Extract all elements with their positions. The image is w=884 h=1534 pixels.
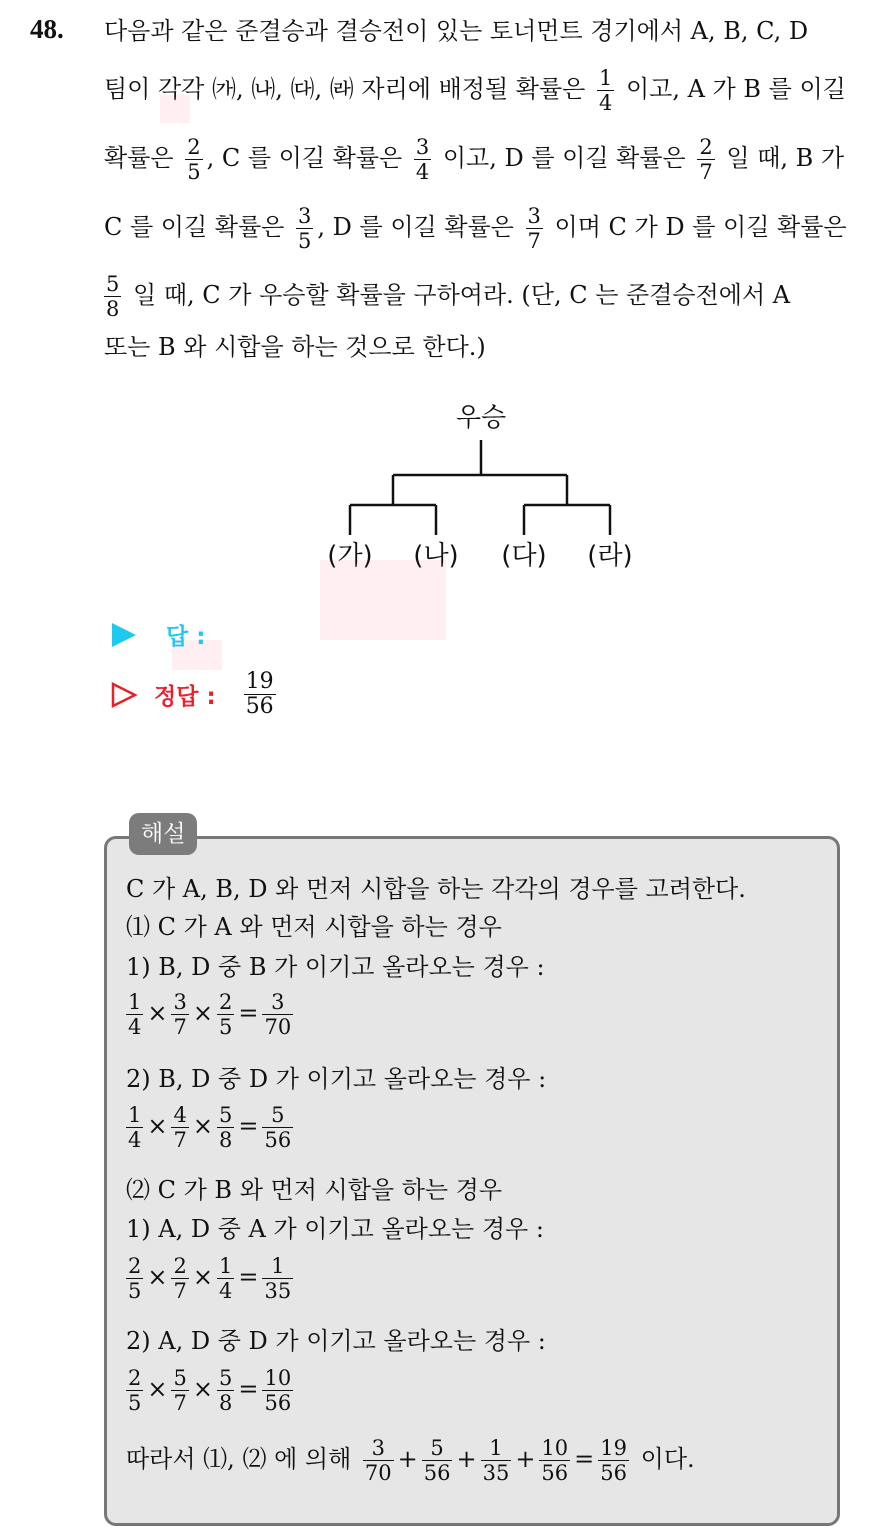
- correct-answer-row: [110, 670, 280, 719]
- fraction: $\frac{1}{4}$: [598, 66, 613, 115]
- solution-line: 2) A, D 중 D 가 이기고 올라오는 경우 :: [126, 1327, 546, 1355]
- question-line: 확률은 $\frac{2}{5}$ , C 를 이길 확률은 $\frac{3}{4}$ 이고, D 를 이길 확률은 $\frac{2}{7}$ 일 때, B 가: [104, 135, 845, 184]
- solution-tag: 해설: [129, 813, 197, 855]
- fraction: $\frac{2}{7}$: [699, 135, 713, 184]
- fraction: $\frac{3}{5}$: [298, 204, 312, 253]
- solution-final: 따라서 ⑴, ⑵ 에 의해 $\frac{3}{70}$ + $\frac{5}{56}$ + $\frac{1}{35}$ + $\frac{10}{56}$ = $\frac{19}{56}$ 이다.: [126, 1436, 695, 1485]
- bracket-slot: (다): [501, 541, 547, 571]
- solution-line: 1) A, D 중 A 가 이기고 올라오는 경우 :: [126, 1215, 544, 1243]
- fraction: $\frac{5}{8}$: [106, 272, 120, 321]
- solution-line: ⑴ C 가 A 와 먼저 시합을 하는 경우: [126, 913, 502, 941]
- solution-line: C 가 A, B, D 와 먼저 시합을 하는 각각의 경우를 고려한다.: [126, 875, 746, 903]
- solution-equation: $\frac{1}{4}$ × $\frac{4}{7}$ × $\frac{5}{8}$ = $\frac{5}{56}$: [128, 1103, 292, 1152]
- fraction: $\frac{3}{4}$: [415, 135, 430, 184]
- question-line: 팀이 각각 ㈎, ㈏, ㈐, ㈑ 자리에 배정될 확률은 $\frac{1}{4}$ 이고, A 가 B 를 이길: [104, 66, 846, 115]
- solution-line: 2) B, D 중 D 가 이기고 올라오는 경우 :: [126, 1065, 547, 1093]
- question-line: C 를 이길 확률은 $\frac{3}{5}$ , D 를 이길 확률은 $\frac{3}{7}$ 이며 C 가 D 를 이길 확률은: [104, 204, 847, 253]
- bracket-slot: (가): [327, 541, 373, 571]
- correct-answer-value: $\frac{19}{56}$: [245, 669, 274, 719]
- question-number: 48.: [30, 14, 64, 44]
- correct-answer-label: 정답 :: [154, 684, 216, 710]
- question-line: 다음과 같은 준결승과 결승전이 있는 토너먼트 경기에서 A, B, C, D: [104, 17, 809, 45]
- answer-label: 답 :: [166, 624, 206, 650]
- tournament-bracket: [320, 395, 650, 575]
- solution-equation: $\frac{2}{5}$ × $\frac{5}{7}$ × $\frac{5}{8}$ = $\frac{10}{56}$: [128, 1366, 292, 1415]
- bracket-title: 우승: [455, 403, 507, 433]
- solution-line: 1) B, D 중 B 가 이기고 올라오는 경우 :: [126, 953, 545, 981]
- question-line: 또는 B 와 시합을 하는 것으로 한다.): [104, 333, 486, 361]
- solution-line: ⑵ C 가 B 와 먼저 시합을 하는 경우: [126, 1176, 503, 1204]
- answer-row: [110, 618, 205, 652]
- solution-equation: $\frac{1}{4}$ × $\frac{3}{7}$ × $\frac{2}{5}$ = $\frac{3}{70}$: [128, 990, 292, 1039]
- question-line: $\frac{5}{8}$ 일 때, C 가 우승할 확률을 구하여라. (단, C 는 준결승전에서 A: [106, 272, 791, 321]
- play-arrow-icon: [110, 621, 138, 649]
- bracket-slot: (나): [413, 541, 459, 571]
- fraction: $\frac{2}{5}$: [187, 135, 201, 184]
- fraction: $\frac{3}{7}$: [527, 204, 541, 253]
- solution-equation: $\frac{2}{5}$ × $\frac{2}{7}$ × $\frac{1}{4}$ = $\frac{1}{35}$: [128, 1254, 292, 1303]
- bracket-slot: (라): [587, 541, 633, 571]
- outline-arrow-icon: [110, 681, 138, 709]
